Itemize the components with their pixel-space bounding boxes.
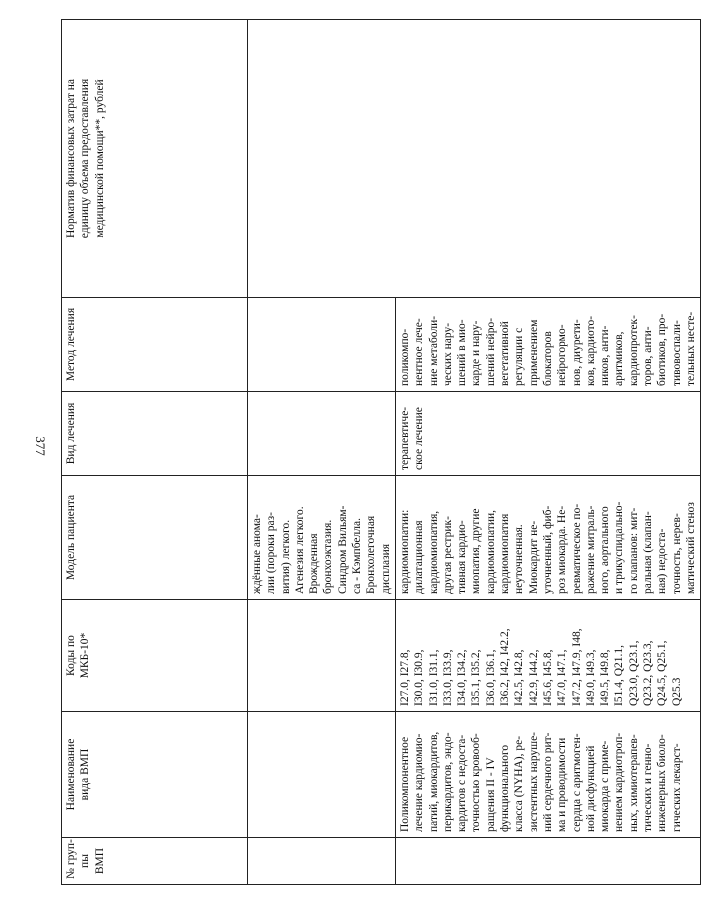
text-line: нейрогормо- [556, 324, 569, 386]
text-line: Коды по [65, 635, 77, 676]
text-line: МКБ-10* [79, 632, 92, 679]
text-line: № груп- [65, 839, 77, 879]
header-method [62, 298, 248, 392]
text-line: I49.0, I49.3, [584, 649, 597, 706]
text-line: кардиомиопатии, [484, 509, 497, 594]
text-line: аритмиков, [613, 331, 626, 386]
text-line: ращения II - IV [484, 757, 497, 832]
text-line: кардиомиопатии: [398, 509, 411, 594]
text-line: I35.1, I35.2, [470, 649, 483, 706]
text-line: I49.5, I49.8, [599, 649, 612, 706]
text-line: патий, миокардитов, [427, 731, 440, 832]
text-line: ников, анти- [599, 325, 612, 386]
text-line: I36.0, I36.1, [484, 649, 497, 706]
text-line: I33.0, I33.9, [441, 649, 454, 706]
text-line: ждённые анома- [251, 514, 263, 594]
cell-codes-main [395, 600, 700, 712]
text-line: I47.2, I47.9, I48, [570, 628, 583, 706]
cell-name-empty [248, 712, 396, 838]
text-line: миокарда с приме- [599, 740, 612, 832]
text-line: Q24.5, Q25.1, [656, 640, 669, 706]
text-line: вегетативной [499, 321, 512, 386]
text-line: зистентных наруше- [527, 731, 540, 832]
text-line: I42.9, I44.2, [527, 649, 540, 706]
text-line: торов, анти- [642, 326, 655, 386]
text-line: Врожденная [308, 533, 321, 594]
text-line: ние метаболи- [427, 315, 440, 386]
text-line: регуляции с [513, 327, 526, 386]
text-line: лии (пороки раз- [265, 512, 278, 594]
text-line: медицинской помощи**, рублей [93, 79, 106, 238]
vmp-table [61, 19, 701, 885]
text-line: класса (NYHA), ре- [513, 735, 526, 832]
text-line: I30.0, I30.9, [413, 649, 426, 706]
text-line: Q23.0, Q23.1, [627, 640, 640, 706]
text-line: гических лекарст- [670, 743, 683, 832]
header-norm [62, 20, 248, 298]
text-line: другая рестрик- [441, 516, 454, 594]
table-header-row [62, 20, 248, 885]
cell-model-main [395, 476, 700, 600]
text-line: ма и проводимости [556, 737, 569, 832]
rotated-page-content [61, 20, 697, 885]
text-line: нением кардиотроп- [613, 732, 626, 832]
text-line: перикардитов, эндо- [441, 732, 454, 832]
text-line: ков, кардиото- [584, 315, 597, 386]
header-codes [62, 600, 248, 712]
text-line: единицу объема предоставления [79, 78, 92, 239]
text-line: блокаторов [541, 331, 554, 386]
text-line: нентное лече- [413, 318, 426, 386]
cell-treatment-empty [248, 392, 396, 476]
text-line: пы [79, 854, 92, 868]
text-line: Миокардит не- [527, 520, 540, 594]
text-line: ревматическое по- [570, 503, 583, 594]
text-line: кардитов с недоста- [456, 734, 469, 832]
text-line: матический стеноз [684, 502, 697, 594]
text-line: лечение кардиомио- [413, 733, 426, 832]
header-model [62, 476, 248, 600]
text-line: I31.0, I31.1, [427, 649, 440, 706]
text-line: применением [527, 319, 540, 386]
text-line: ское лечение [413, 407, 426, 470]
text-line: Синдром Вильям- [336, 505, 349, 594]
text-line: шений в мио- [456, 319, 469, 386]
page-number: 377 [33, 436, 48, 456]
text-line: го клапанов: мит- [627, 507, 640, 594]
text-line: дисплазия [379, 543, 392, 594]
text-line: бронхоэктазия. [322, 519, 335, 594]
text-line: ральная (клапан- [642, 511, 655, 594]
text-line: I42.5, I42.8, [513, 649, 526, 706]
text-line: Бронхолегочная [365, 515, 378, 594]
text-line: ной дисфункцией [584, 745, 597, 832]
text-line: кардиомиопатия, [427, 510, 440, 594]
text-line: роз миокарда. Не- [556, 505, 569, 594]
cell-treatment-main [395, 392, 700, 476]
cell-group-empty [248, 838, 396, 885]
table-row-continuation [248, 20, 396, 885]
text-line: ражение митраль- [584, 505, 597, 594]
text-line: кардиопротек- [627, 315, 640, 386]
header-name [62, 712, 248, 838]
text-line: Наименование [65, 738, 77, 811]
text-line: поликомпо- [398, 328, 411, 386]
text-line: I36.2, I42, I42.2, [499, 628, 512, 706]
text-line: I45.6, I45.8, [541, 649, 554, 706]
text-line: I51.4, Q21.1, [613, 644, 626, 706]
text-line: Метод лечения [65, 307, 77, 382]
text-line: Модель пациента [65, 494, 77, 581]
text-line: тических и генно- [642, 743, 655, 832]
text-line: ний сердечного рит- [541, 732, 554, 832]
text-line: кардиомиопатия [499, 513, 512, 594]
text-line: дилатационная [413, 520, 426, 594]
text-line: сердца с аритмоген- [570, 733, 583, 832]
cell-model-continuation [248, 476, 396, 600]
header-group [62, 838, 248, 885]
text-line: биотиков, про- [656, 313, 669, 386]
cell-name-main [395, 712, 700, 838]
text-line: и трикуспидально- [613, 501, 626, 594]
text-line: Q25.3 [670, 677, 683, 706]
text-line: неуточненная. [513, 524, 526, 594]
text-line: ная) недоста- [656, 528, 669, 594]
text-line: вития) легкого. [279, 519, 292, 594]
text-line: шений нейро- [484, 317, 497, 386]
text-line: ного, аортального [599, 506, 612, 594]
text-line: вида ВМП [79, 748, 92, 801]
text-line: ВМП [93, 847, 106, 875]
text-line: инженерных биоло- [656, 734, 669, 832]
text-line: тивная кардио- [456, 520, 469, 594]
header-treatment-type [62, 392, 248, 476]
cell-method-main [395, 298, 700, 392]
cell-method-empty [248, 298, 396, 392]
text-line: I27.0, I27.8, [398, 649, 411, 706]
text-line: Поликомпонентное [398, 736, 411, 832]
text-line: функционального [499, 744, 512, 832]
text-line: Вид лечения [65, 402, 77, 465]
text-line: нов, диурети- [570, 319, 583, 386]
cell-norm-empty [248, 20, 701, 298]
text-line: Агенезия легкого. [293, 506, 306, 594]
cell-group-main [395, 838, 700, 885]
text-line: Норматив финансовых затрат на [65, 79, 77, 239]
cell-codes-empty [248, 600, 396, 712]
text-line: тельных несте- [684, 311, 697, 386]
text-line: карде и нару- [470, 320, 483, 386]
text-line: ных, химиотерапев- [627, 734, 640, 832]
text-line: точностью кровооб- [470, 733, 483, 832]
text-line: уточненный, фиб- [541, 505, 554, 594]
text-line: Q23.2, Q23.3, [642, 640, 655, 706]
text-line: I34.0, I34.2, [456, 649, 469, 706]
text-line: миопатия, другие [470, 508, 483, 594]
text-line: терапевтиче- [398, 406, 411, 470]
text-line: са - Кэмпбелла. [351, 518, 364, 594]
text-line: тивовоспали- [670, 320, 683, 386]
text-line: точность, нерев- [670, 513, 683, 594]
text-line: I47.0, I47.1, [556, 649, 569, 706]
text-line: ческих нару- [441, 322, 454, 386]
